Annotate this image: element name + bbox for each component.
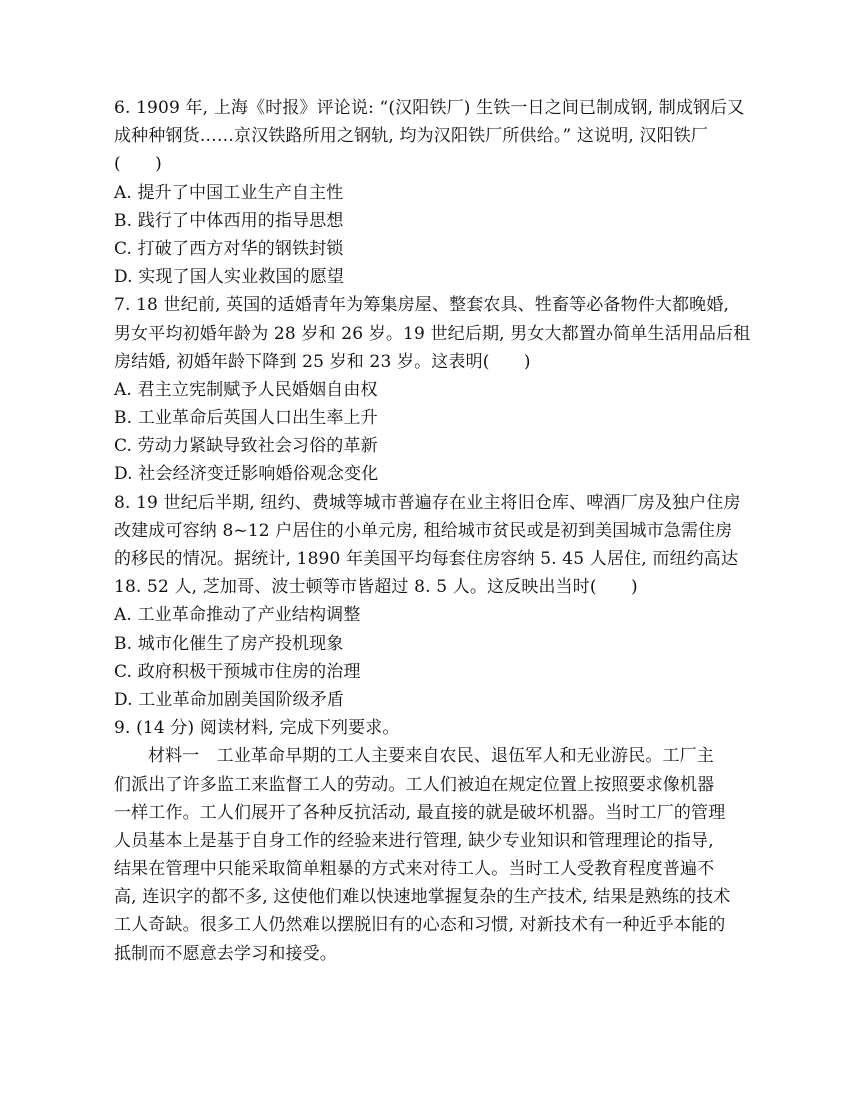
question-6-stem-line: 成种种钢货……京汉铁路所用之钢轨, 均为汉阳铁厂所供给。” 这说明, 汉阳铁厂 <box>114 126 709 147</box>
question-8-option-a: A. 工业革命推动了产业结构调整 <box>114 605 361 626</box>
question-6 <box>114 94 746 291</box>
question-7-stem-line: 房结婚, 初婚年龄下降到 25 岁和 23 岁。这表明( ) <box>114 351 531 372</box>
question-8-option-d: D. 工业革命加剧美国阶级矛盾 <box>114 689 345 710</box>
question-6-option-b: B. 践行了中体西用的指导思想 <box>114 210 344 231</box>
question-7-option-d: D. 社会经济变迁影响婚俗观念变化 <box>114 464 379 485</box>
question-7-option-a: A. 君主立宪制赋予人民婚姻自由权 <box>114 379 378 400</box>
question-6-stem-line: ( ) <box>114 154 162 175</box>
material-one-line: 工人奇缺。很多工人仍然难以摆脱旧有的心态和习惯, 对新技术有一种近乎本能的 <box>114 915 726 936</box>
material-one-line: 材料一 工业革命早期的工人主要来自农民、退伍军人和无业游民。工厂主 <box>148 746 714 767</box>
question-7-option-c: C. 劳动力紧缺导致社会习俗的革新 <box>114 436 378 457</box>
material-one-line: 高, 连识字的都不多, 这使他们难以快速地掌握复杂的生产技术, 结果是熟练的技术 <box>114 887 731 908</box>
question-8-stem-line: 的移民的情况。据统计, 1890 年美国平均每套住房容纳 5. 45 人居住, 而纽约高达 <box>114 549 739 569</box>
question-8-stem-line: 改建成可容纳 8~12 户居住的小单元房, 租给城市贫民或是初到美国城市急需住房 <box>114 520 733 541</box>
material-one-line: 抵制而不愿意去学习和接受。 <box>114 943 337 964</box>
question-8 <box>114 489 746 715</box>
question-7 <box>114 291 751 488</box>
question-6-option-c: C. 打破了西方对华的钢铁封锁 <box>114 238 344 259</box>
question-6-option-a: A. 提升了中国工业生产自主性 <box>114 182 344 203</box>
question-6-option-d: D. 实现了国人实业救国的愿望 <box>114 267 345 288</box>
question-7-stem-line: 7. 18 世纪前, 英国的适婚青年为筹集房屋、整套农具、牲畜等必备物件大都晚婚, <box>114 295 730 316</box>
question-7-option-b: B. 工业革命后英国人口出生率上升 <box>114 408 378 429</box>
material-one-line: 结果在管理中只能采取简单粗暴的方式来对待工人。当时工人受教育程度普遍不 <box>114 859 715 880</box>
question-9-stem: 9. (14 分) 阅读材料, 完成下列要求。 <box>114 718 400 739</box>
material-one-line: 一样工作。工人们展开了各种反抗活动, 最直接的就是破坏机器。当时工厂的管理 <box>114 802 726 823</box>
question-8-stem-line: 18. 52 人, 芝加哥、波士顿等市皆超过 8. 5 人。这反映出当时( ) <box>114 577 638 598</box>
material-one-line: 们派出了许多监工来监督工人的劳动。工人们被迫在规定位置上按照要求像机器 <box>114 774 715 795</box>
question-8-stem-line: 8. 19 世纪后半期, 纽约、费城等城市普遍存在业主将旧仓库、啤酒厂房及独户住房 <box>114 492 741 513</box>
question-8-option-b: B. 城市化催生了房产投机现象 <box>114 633 344 654</box>
question-9 <box>114 714 746 968</box>
question-6-stem-line: 6. 1909 年, 上海《时报》评论说: “(汉阳铁厂) 生铁一日之间已制成钢, 制成钢后又 <box>114 98 745 118</box>
question-7-stem-line: 男女平均初婚年龄为 28 岁和 26 岁。19 世纪后期, 男女大都置办简单生活用品后租 <box>114 323 751 344</box>
question-8-option-c: C. 政府积极干预城市住房的治理 <box>114 661 361 682</box>
material-one-line: 人员基本上是基于自身工作的经验来进行管理, 缺少专业知识和管理理论的指导, <box>114 830 714 851</box>
document-page <box>114 94 751 968</box>
